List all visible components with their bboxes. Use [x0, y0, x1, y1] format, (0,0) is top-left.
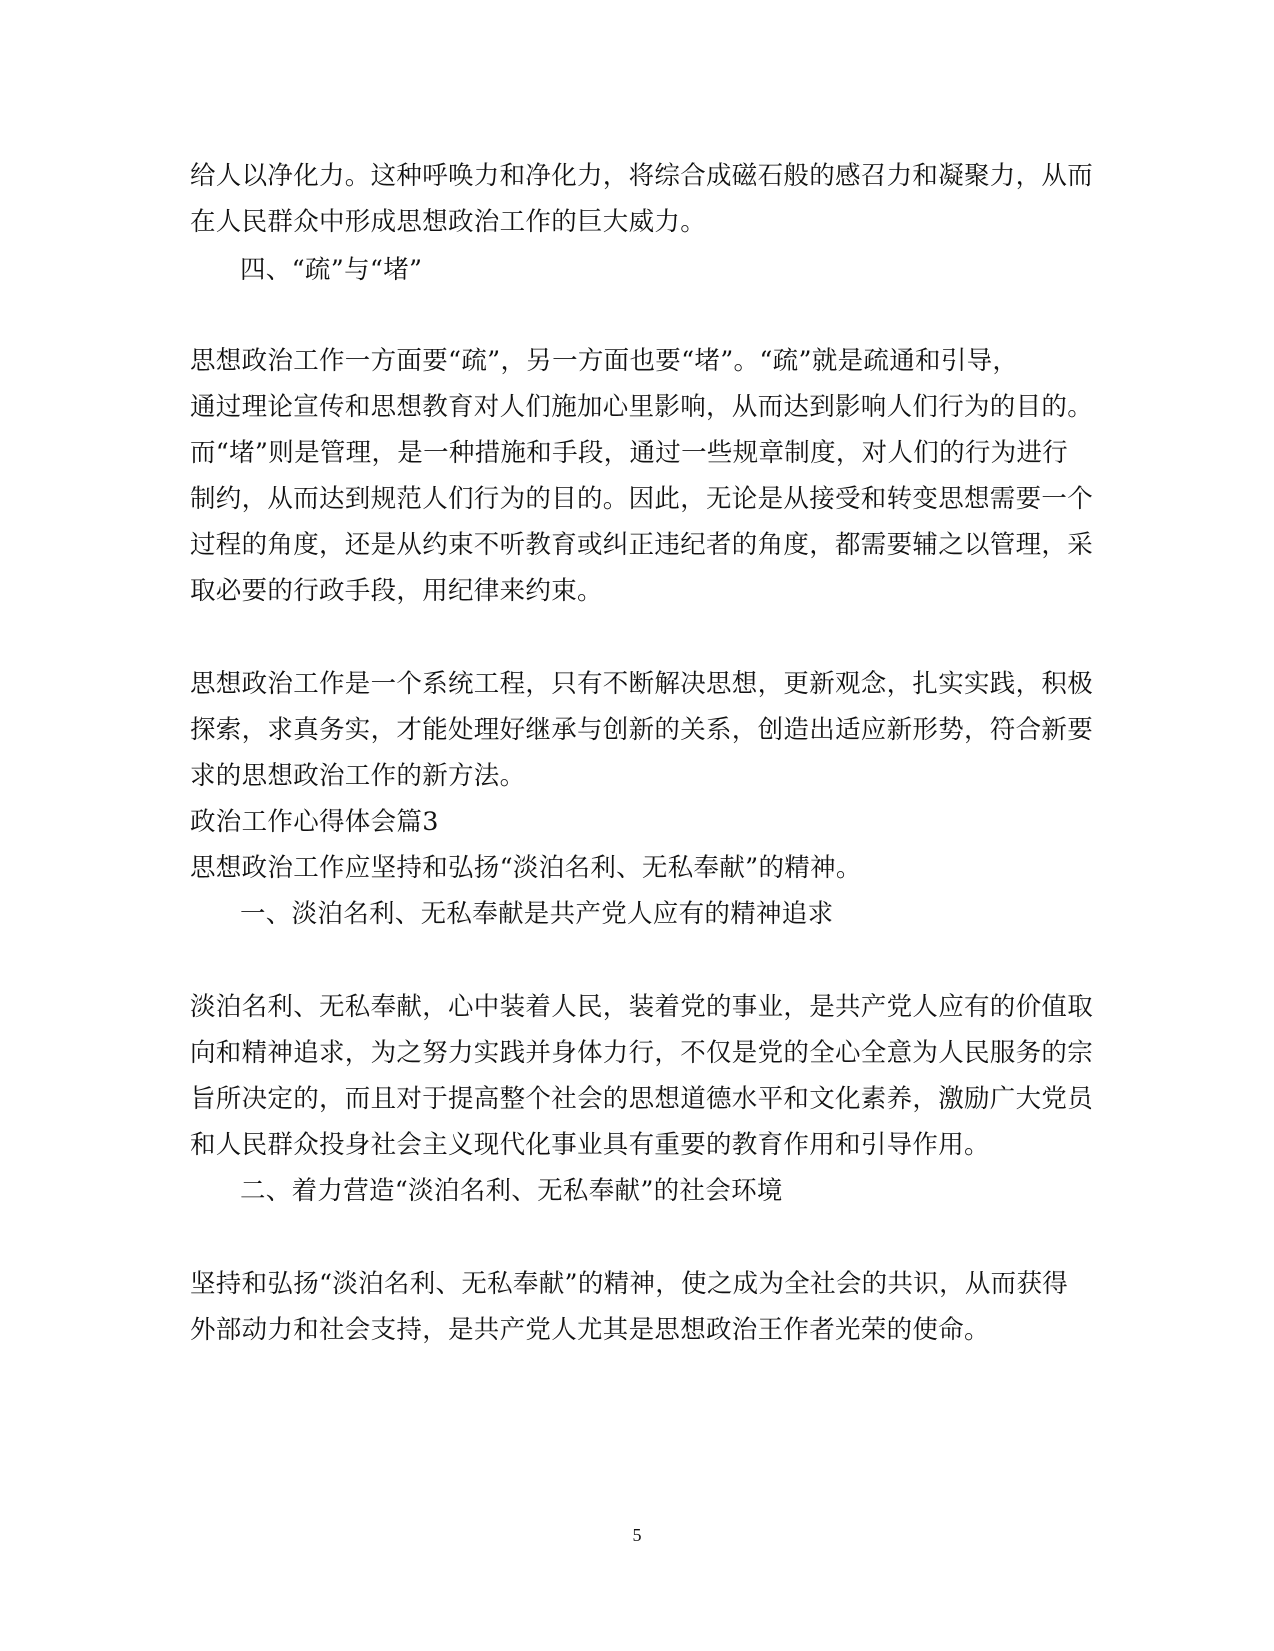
body-text-line: 通过理论宣传和思想教育对人们施加心里影响，从而达到影响人们行为的目的。: [190, 392, 1094, 422]
body-text-line: 思想政治工作应坚持和弘扬“淡泊名利、无私奉献”的精神。: [190, 853, 862, 883]
article-title: 政治工作心得体会篇3: [190, 807, 439, 837]
section-heading: 一、淡泊名利、无私奉献是共产党人应有的精神追求: [240, 899, 834, 929]
body-text-line: 制约，从而达到规范人们行为的目的。因此，无论是从接受和转变思想需要一个: [190, 484, 1094, 514]
section-heading: 四、“疏”与“堵”: [240, 255, 423, 285]
body-text-line: 思想政治工作是一个系统工程，只有不断解决思想，更新观念，扎实实践，积极: [190, 669, 1094, 699]
body-text-line: 和人民群众投身社会主义现代化事业具有重要的教育作用和引导作用。: [190, 1130, 990, 1160]
body-text-line: 旨所决定的，而且对于提高整个社会的思想道德水平和文化素养，激励广大党员: [190, 1084, 1094, 1114]
body-text-line: 而“堵”则是管理，是一种措施和手段，通过一些规章制度，对人们的行为进行: [190, 438, 1069, 468]
body-text-line: 探索，求真务实，才能处理好继承与创新的关系，创造出适应新形势，符合新要: [190, 715, 1094, 745]
body-text-line: 在人民群众中形成思想政治工作的巨大威力。: [190, 207, 707, 237]
page-number: 5: [632, 1525, 642, 1545]
body-text-line: 求的思想政治工作的新方法。: [190, 761, 526, 791]
body-text-line: 坚持和弘扬“淡泊名利、无私奉献”的精神，使之成为全社会的共识，从而获得: [190, 1269, 1069, 1299]
body-text-line: 取必要的行政手段，用纪律来约束。: [190, 576, 603, 606]
body-text-line: 过程的角度，还是从约束不听教育或纠正违纪者的角度，都需要辅之以管理，采: [190, 530, 1094, 560]
body-text-line: 淡泊名利、无私奉献，心中装着人民，装着党的事业，是共产党人应有的价值取: [190, 992, 1094, 1022]
section-heading: 二、着力营造“淡泊名利、无私奉献”的社会环境: [240, 1176, 783, 1206]
body-text-line: 给人以净化力。这种呼唤力和净化力，将综合成磁石般的感召力和凝聚力，从而: [190, 161, 1094, 191]
body-text-line: 思想政治工作一方面要“疏”，另一方面也要“堵”。“疏”就是疏通和引导，: [190, 346, 1019, 376]
body-text-line: 外部动力和社会支持，是共产党人尤其是思想政治王作者光荣的使命。: [190, 1315, 990, 1345]
body-text-line: 向和精神追求，为之努力实践并身体力行，不仅是党的全心全意为人民服务的宗: [190, 1038, 1094, 1068]
